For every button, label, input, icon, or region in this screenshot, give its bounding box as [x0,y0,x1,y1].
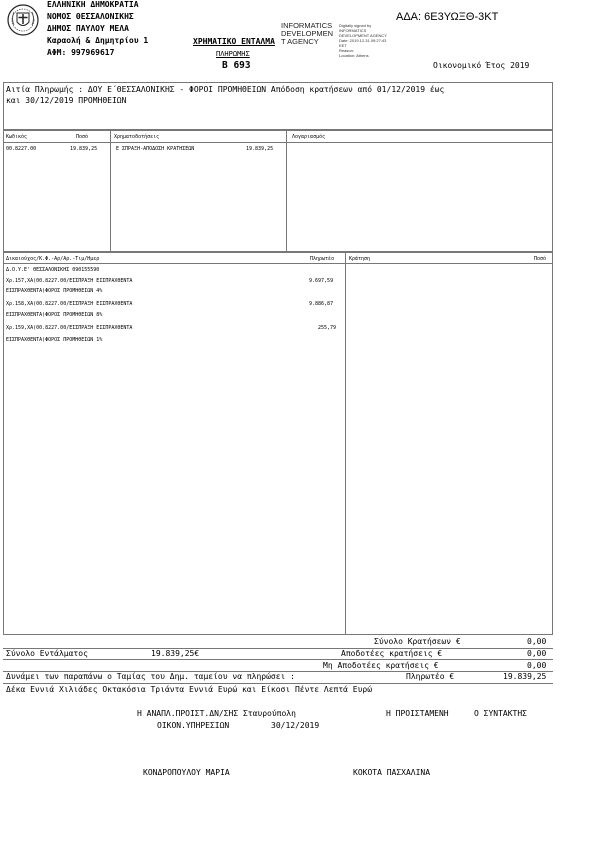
issuer-line: ΕΛΛΗΝΙΚΗ ΔΗΜΟΚΡΑΤΙΑ [47,0,139,9]
beneficiary-line-amount: 255,79 [318,325,337,331]
col-header-deduction: Κράτηση [349,256,371,262]
signatory-role-3: Ο ΣΥΝΤΑΚΤΗΣ [474,709,527,718]
withheld-value: 0,00 [527,649,547,658]
signatory-role-1-line2: ΟΙΚΟΝ.ΥΠΗΡΕΣΙΩΝ [157,721,230,730]
col-header-account: Λογαριασμός [292,134,326,140]
withheld-label: Αποδοτέες κρατήσεις € [341,649,443,658]
col-header-code: Κωδικός [6,134,28,140]
budget-table [3,130,553,252]
budget-row-description: Ε ΣΠΡΑΞΗ-ΑΠΟΔΟΣΗ ΚΡΑΤΗΣΕΩΝ [116,146,195,152]
beneficiary-line: ΕΙΣΠΡΑΧΘΕΝΤΑ)ΦΟΡΟΣ ΠΡΟΜΗΘΕΙΩΝ 4% [6,288,103,294]
cashier-instruction: Δυνάμει των παραπάνω ο Ταμίας του Δημ. ταμείου να πληρώσει : [6,672,295,681]
ada-code: ΑΔΑ: 6Ε3ΥΩΞΘ-3ΚΤ [396,11,499,23]
stamp-detail: EET [339,43,347,48]
stamp-detail: Date: 2019.12.31 09:27:43 [339,38,387,43]
budget-row-desc-amount: 19.839,25 [246,146,274,152]
beneficiary-table [3,252,553,635]
signatory-name-2: ΚΟΚΟΤΑ ΠΑΣΧΑΛΙΝΑ [353,768,431,777]
deductions-total-value: 0,00 [527,637,547,646]
stamp-detail: Location: Athens [339,53,369,58]
stamp-line: T AGENCY [281,37,319,46]
issuer-line: ΑΦΜ: 997969617 [47,48,115,57]
stamp-detail: Reason: [339,48,354,53]
col-header-beneficiary: Δικαιούχος/Κ.Φ.-Αρ/Αρ.-Τιμ/Ημερ [6,256,100,262]
signatory-role-2: Η ΠΡΟΙΣΤΑΜΕΝΗ [386,709,449,718]
budget-row-code: 00.8227.00 [6,146,37,152]
issuer-block [47,0,148,60]
greek-coat-of-arms-emblem [6,3,40,37]
budget-row-amount: 19.839,25 [70,146,98,152]
issuer-line: Καραολή & Δημητρίου 1 [47,36,149,45]
amount-in-words: Δέκα Εννιά Χιλιάδες Οκτακόσια Τριάντα Εννιά Ευρώ και Είκοσι Πέντε Λεπτά Ευρώ [6,685,373,694]
warrant-total-label: Σύνολο Εντάλματος [6,649,88,658]
payable-label: Πληρωτέο € [406,672,455,681]
stamp-line: INFORMATICS [281,21,333,30]
beneficiary-line: Χρ.157,ΧΑ(00.8227.00/ΕΙΣΠΡΑΞΗ ΕΙΣΠΡΑΧΘΕΝΤΑ [6,278,133,284]
payment-reason-line: και 30/12/2019 ΠΡΟΜΗΘΕΙΩΝ [6,96,127,105]
doc-subtitle: ΠΛΗΡΩΜΗΣ [216,50,250,58]
col-header-amount: Ποσό [76,134,89,140]
beneficiary-line-amount: 9.697,59 [309,278,334,284]
digital-signature-stamp-right [339,23,387,58]
signatory-role-1: Η ΑΝΑΠΛ.ΠΡΟΙΣΤ.ΔΝ/ΣΗΣ Σταυρούπολη [137,709,296,718]
beneficiary-line-amount: 9.886,87 [309,301,334,307]
issuer-line: ΝΟΜΟΣ ΘΕΣΣΑΛΟΝΙΚΗΣ [47,12,134,21]
beneficiary-line: ΕΙΣΠΡΑΧΘΕΝΤΑ)ΦΟΡΟΣ ΠΡΟΜΗΘΕΙΩΝ 8% [6,312,103,318]
not-withheld-label: Μη Αποδοτέες κρατήσεις € [323,661,439,670]
signatory-name-1: ΚΟΝΔΡΟΠΟΥΛΟΥ ΜΑΡΙΑ [143,768,230,777]
stamp-detail: DEVELOPMENT AGENCY [339,33,387,38]
issuer-line: ΔΗΜΟΣ ΠΑΥΛΟΥ ΜΕΛΑ [47,24,129,33]
stamp-detail: INFORMATICS [339,28,367,33]
signature-date: 30/12/2019 [271,721,320,730]
beneficiary-line: Δ.Ο.Υ.Ε' ΘΕΣΣΑΛΟΝΙΚΗΣ 090155590 [6,267,100,273]
not-withheld-value: 0,00 [527,661,547,670]
digital-signature-stamp-left [281,22,333,46]
beneficiary-line: Χρ.159,ΧΑ(00.8227.00/ΕΙΣΠΡΑΞΗ ΕΙΣΠΡΑΧΘΕΝΤΑ [6,325,133,331]
stamp-detail: Digitally signed by [339,23,372,28]
fiscal-year: Οικονομικό Έτος 2019 [433,61,530,70]
payable-value: 19.839,25 [503,672,547,681]
doc-title: ΧΡΗΜΑΤΙΚΟ ΕΝΤΑΛΜΑ [193,37,275,46]
col-header-payable: Πληρωτέο [310,256,335,262]
col-header-financing: Χρηματοδοτήσεις [114,134,160,140]
col-header-deduction-amount: Ποσό [534,256,547,262]
stamp-line: DEVELOPMEN [281,29,334,38]
beneficiary-line: Χρ.158,ΧΑ(00.8227.00/ΕΙΣΠΡΑΞΗ ΕΙΣΠΡΑΧΘΕΝΤΑ [6,301,133,307]
payment-reason-box [3,82,553,130]
doc-number: Β 693 [222,60,251,71]
deductions-total-label: Σύνολο Κρατήσεων € [374,637,461,646]
warrant-total-value: 19.839,25€ [151,649,200,658]
beneficiary-line: ΕΙΣΠΡΑΧΘΕΝΤΑ)ΦΟΡΟΣ ΠΡΟΜΗΘΕΙΩΝ 1% [6,337,103,343]
payment-reason-line: Αιτία Πληρωμής : ΔΟΥ Ε΄ΘΕΣΣΑΛΟΝΙΚΗΣ - ΦΟΡΟΙ ΠΡΟΜΗΘΕΙΩΝ Απόδοση κρατήσεων από 01/12/2019 έως [6,85,445,94]
